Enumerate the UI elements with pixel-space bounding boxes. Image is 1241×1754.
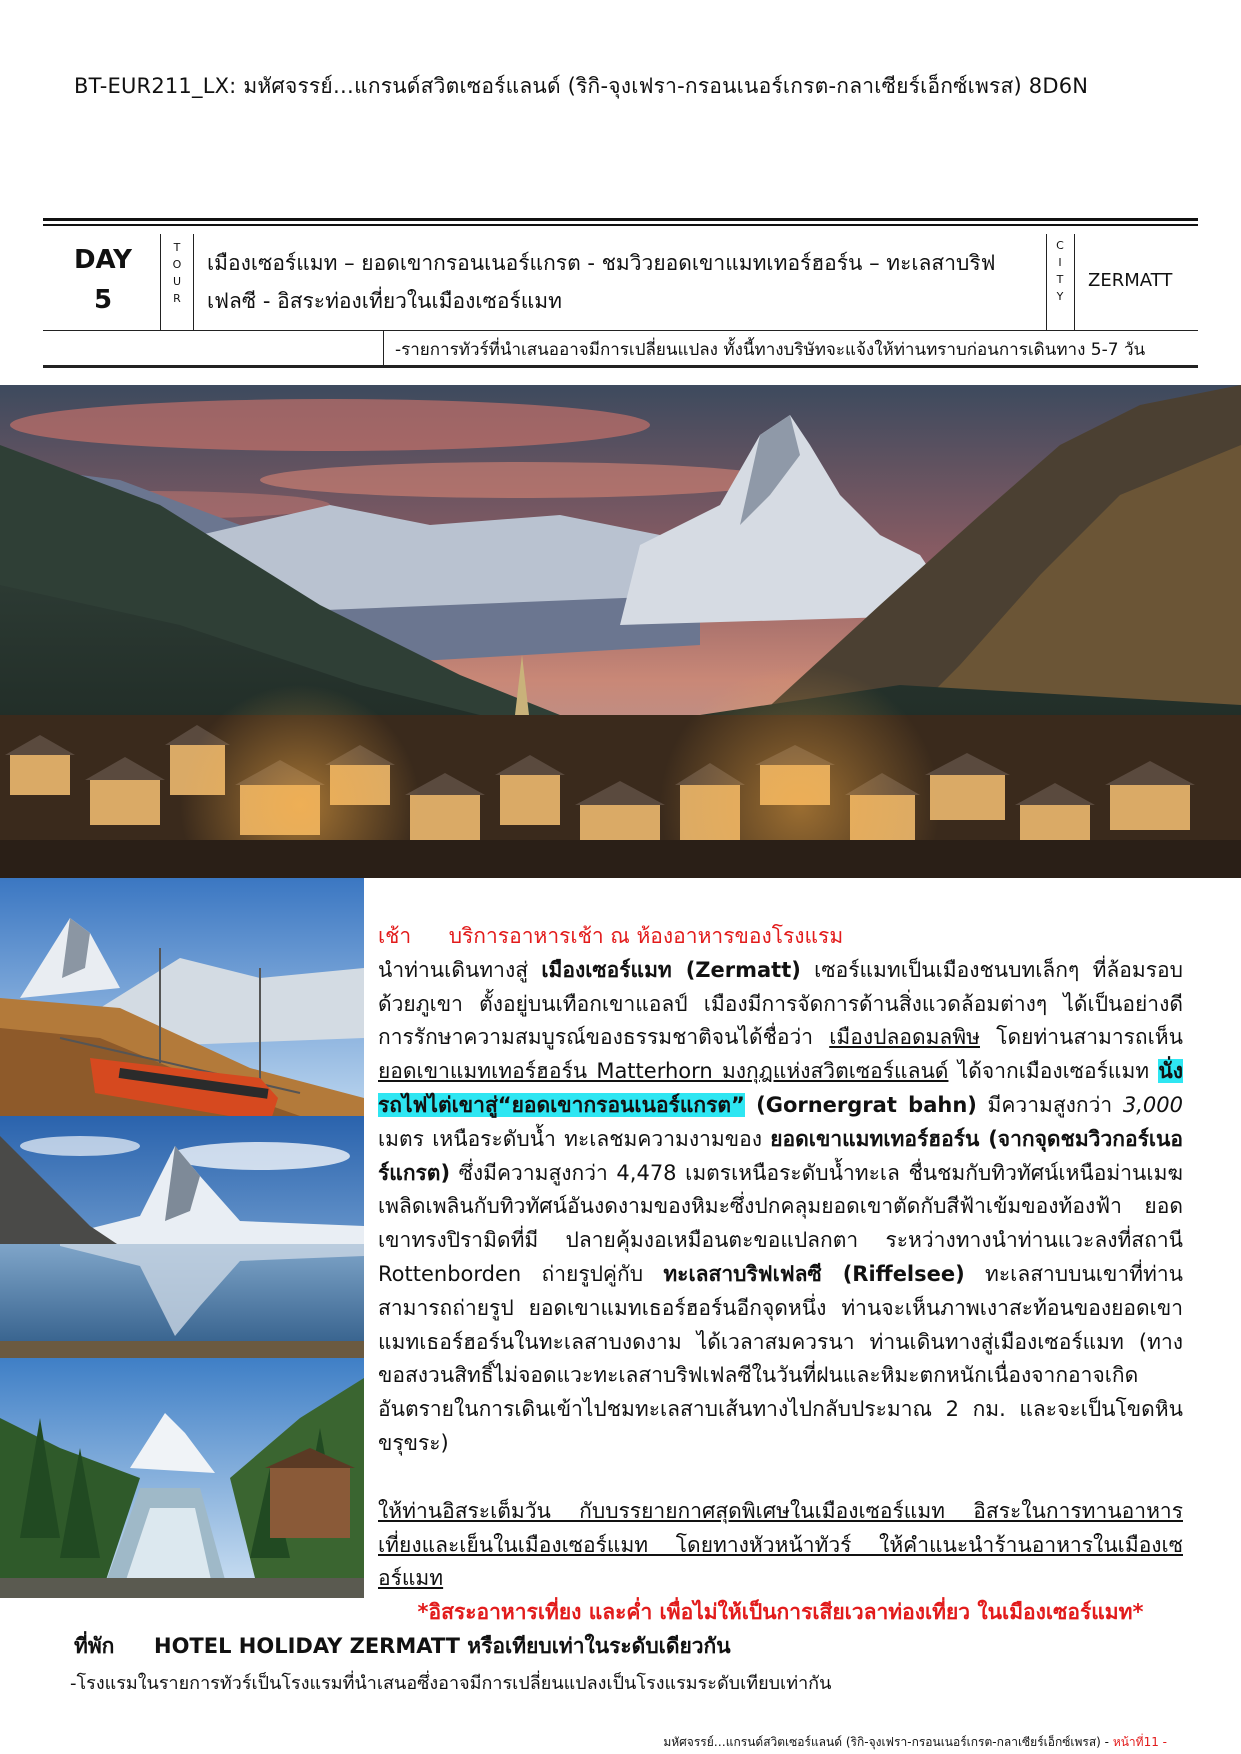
divider <box>43 224 1198 226</box>
day-header-table <box>43 218 1198 370</box>
page-number: หน้าที่11 - <box>1112 1735 1167 1749</box>
divider <box>43 218 1198 221</box>
divider <box>383 330 384 365</box>
city-name: ZERMATT <box>1088 270 1173 291</box>
hotel-line: ที่พัก HOTEL HOLIDAY ZERMATT หรือเทียบเท่าในระดับเดียวกัน <box>74 1634 731 1658</box>
zermatt-river-photo <box>0 1358 364 1598</box>
itinerary-note: -รายการทัวร์ที่นำเสนออาจมีการเปลี่ยนแปลง ทั้งนี้ทางบริษัทจะแจ้งให้ท่านทราบก่อนการเดินทาง 5-7 วัน <box>395 340 1146 360</box>
riffelsee-reflection-photo <box>0 1116 364 1358</box>
breakfast-line: เช้า บริการอาหารเช้า ณ ห้องอาหารของโรงแรม <box>378 924 844 948</box>
gornergrat-train-photo <box>0 878 364 1116</box>
meal-notice: *อิสระอาหารเที่ยง และค่ำ เพื่อไม่ให้เป็นการเสียเวลาท่องเที่ยว ในเมืองเซอร์แมท* <box>417 1600 1144 1625</box>
free-time-paragraph: ให้ท่านอิสระเต็มวัน กับบรรยายกาศสุดพิเศษในเมืองเซอร์แมท อิสระในการทานอาหารเที่ยงและเย็นในเมืองเซอร์แมท โดยทางหัวหน้าทัวร์ ให้คำแนะนำร้านอาหารในเมืองเซอร์แมท <box>378 1498 1183 1591</box>
divider <box>193 234 194 331</box>
divider <box>43 365 1198 368</box>
tour-label: T O U R <box>172 241 182 305</box>
zermatt-matterhorn-photo <box>0 385 1241 878</box>
document-title: BT-EUR211_LX: มหัศจรรย์…แกรนด์สวิตเซอร์แลนด์ (ริกิ-จุงเฟรา-กรอนเนอร์เกรต-กลาเซียร์เอ็กซ์เพรส) 8D6N <box>74 74 1089 98</box>
day-label: DAY 5 <box>43 240 163 320</box>
day-description <box>378 920 1183 1630</box>
divider <box>43 330 1198 331</box>
tour-route: เมืองเซอร์แมท – ยอดเขากรอนเนอร์แกรต - ชมวิวยอดเขาแมทเทอร์ฮอร์น – ทะเลสาบริฟ เฟลซี - อิสระท่องเที่ยวในเมืองเซอร์แมท <box>207 251 996 313</box>
description-paragraph: นำท่านเดินทางสู่ เมืองเซอร์แมท (Zermatt) เซอร์แมทเป็นเมืองชนบทเล็กๆ ที่ล้อมรอบด้วยภูเขา ตั้งอยู่บนเทือกเขาแอลป์ เมืองมีการจัดการด้านสิ่งแวดล้อมต่างๆ ได้เป็นอย่างดี การรักษาความสมบูรณ์ของธรรมชาติจนได้ชื่อว่า เมืองปลอดมลพิษ โดยท่านสามารถเห็นยอดเขาแมทเทอร์ฮอร์น Matterhorn มงกุฎแห่งสวิตเซอร์แลนด์ ได้จากเมืองเซอร์แมท นั่งรถไฟไต่เขาสู่“ยอดเขากรอนเนอร์แกรต” (Gornergrat bahn) มีความสูงกว่า 3,000 เมตร เหนือระดับน้ำ ทะเลชมความงามของ ยอดเขาแมทเทอร์ฮอร์น (จากจุดชมวิวกอร์เนอร์แกรต) ซึ่งมีความสูงกว่า 4,478 เมตรเหนือระดับน้ำทะเล ชื่นชมกับทิวทัศน์เหนือม่านเมฆเพลิดเพลินกับทิวทัศน์อันงดงามของหิมะซึ่งปกคลุมยอดเขาตัดกับสีฟ้าเข้มของท้องฟ้า ยอดเขาทรงปิรามิดที่มี ปลายคุ้มงอเหมือนตะขอแปลกตา ระหว่างทางนำท่านแวะลงที่สถานี Rottenborden ถ่ายรูปคู่กับ ทะเลสาบริฟเฟลซี (Riffelsee) ทะเลสาบบนเขาที่ท่านสามารถถ่ายรูป ยอดเขาแมทเธอร์ฮอร์นอีกจุดหนึ่ง ท่านจะเห็นภาพเงาสะท้อนของยอดเขาแมทเธอร์ฮอร์นในทะเลสาบงดงาม ได้เวลาสมควรนา ท่านเดินทางสู่เมืองเซอร์แมท (ทางขอสงวนสิทธิ์ไม่จอดแวะทะเลสาบริฟเฟลซีในวันที่ฝนและหิมะตกหนักเนื่องจากอาจเกิดอันตรายในการเดินเข้าไปชมทะเลสาบเส้นทางไปกลับประมาณ 2 กม. และจะเป็นโขดหินขรุขระ) <box>378 957 1183 1455</box>
day-number: 5 <box>93 285 113 315</box>
hotel-note: -โรงแรมในรายการทัวร์เป็นโรงแรมที่นำเสนอซึ่งอาจมีการเปลี่ยนแปลงเป็นโรงแรมระดับเทียบเท่ากัน <box>70 1673 832 1694</box>
hotel-name: HOTEL HOLIDAY ZERMATT หรือเทียบเท่าในระดับเดียวกัน <box>154 1634 731 1658</box>
city-label: C I T Y <box>1056 239 1064 303</box>
page-footer: มหัศจรรย์…แกรนด์สวิตเซอร์แลนด์ (ริกิ-จุงเฟรา-กรอนเนอร์เกรต-กลาเซียร์เอ็กซ์เพรส) - หน้าที่11 - <box>663 1735 1167 1749</box>
